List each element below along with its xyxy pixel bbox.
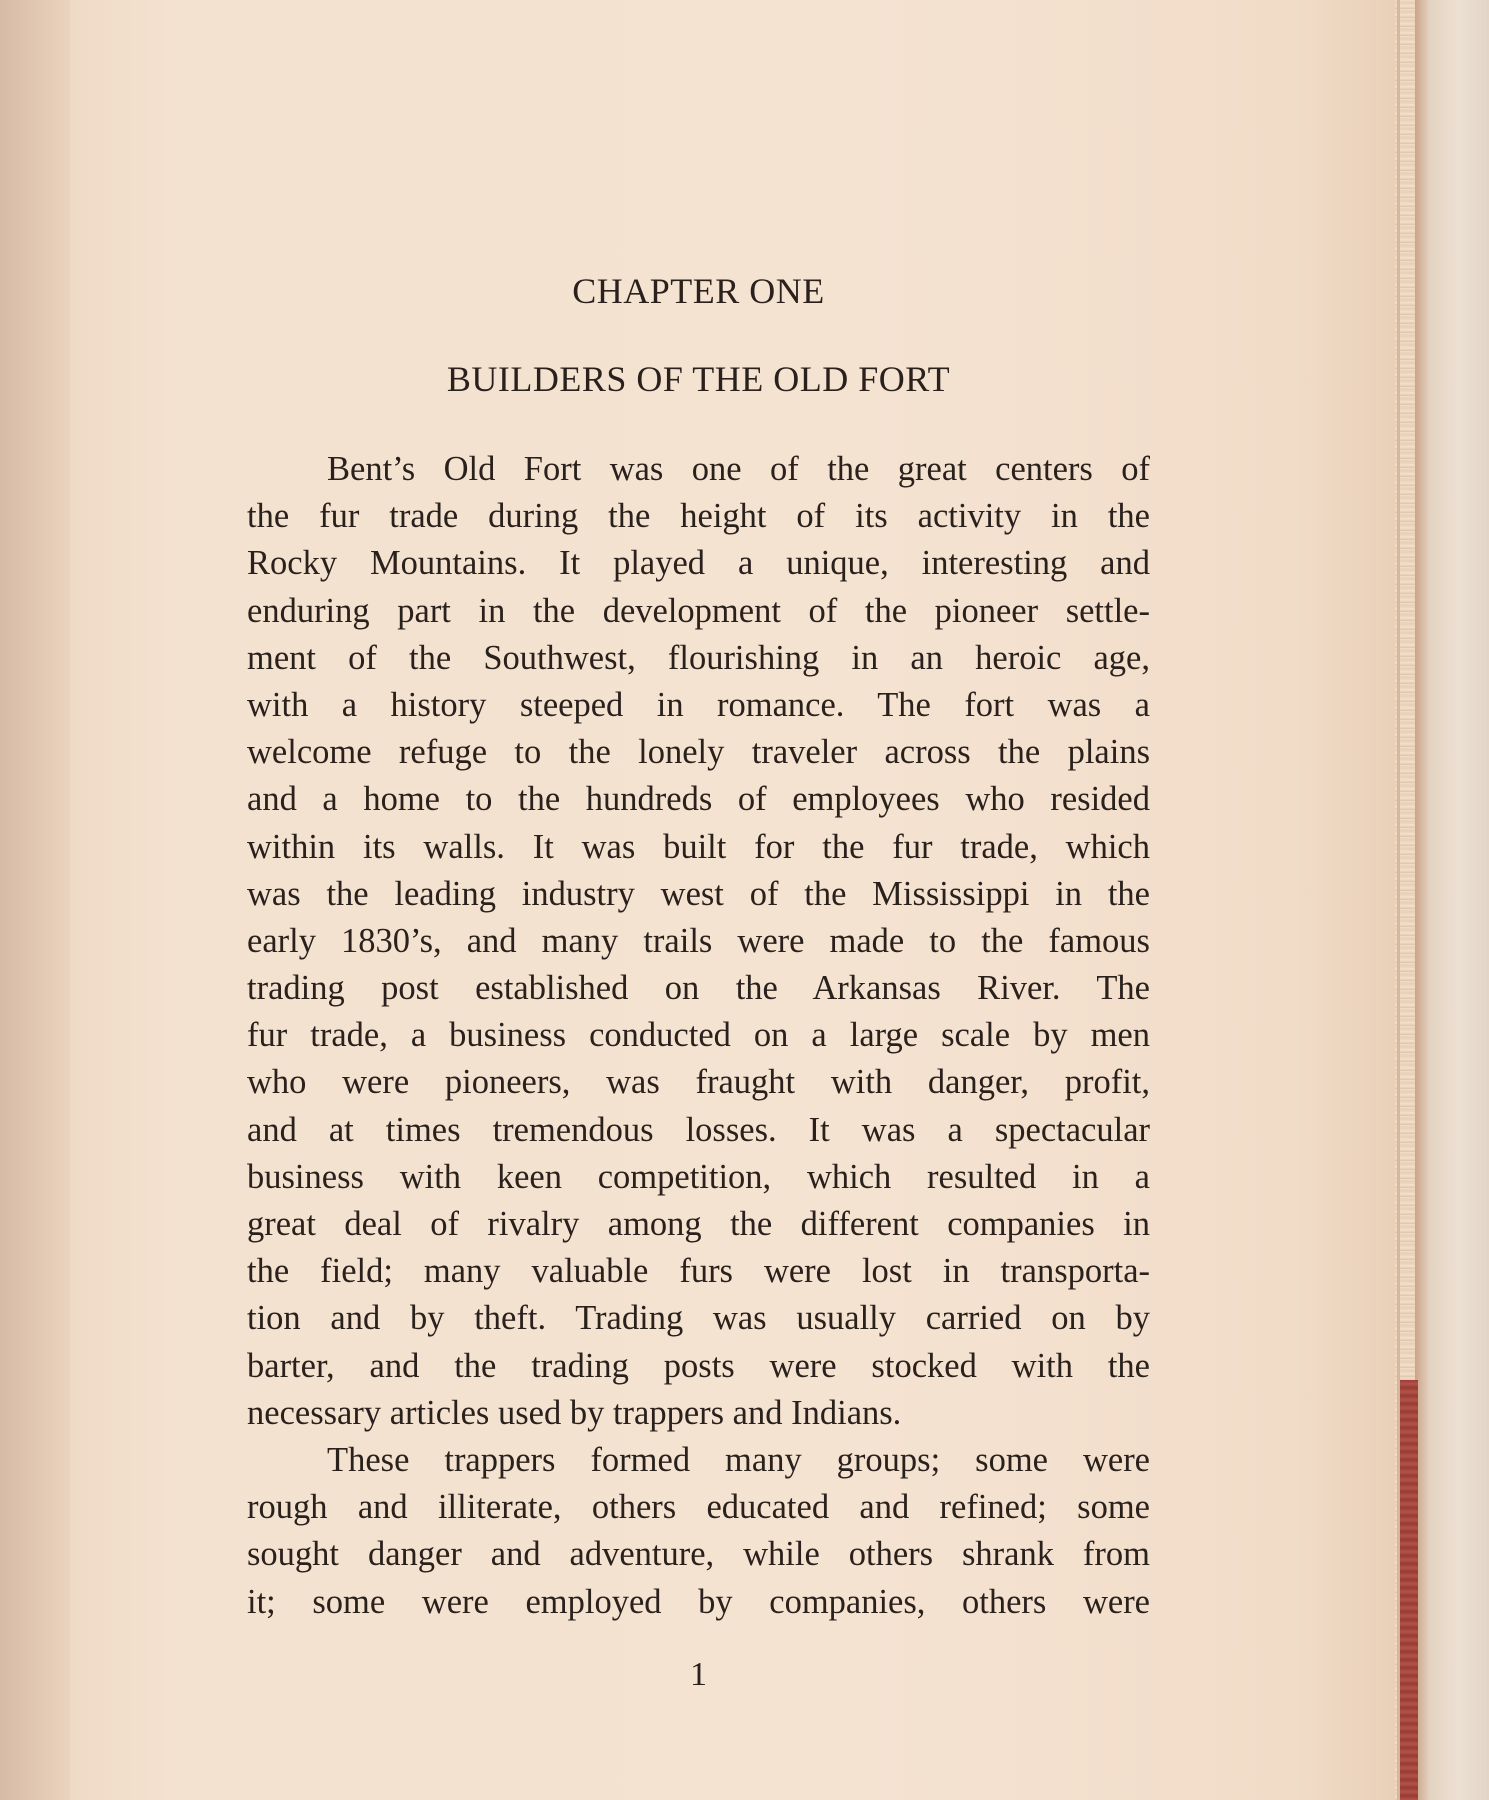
text-line: and a home to the hundreds of employees who resided [247, 780, 1150, 819]
text-line: fur trade, a business conducted on a large scale by men [247, 1016, 1150, 1055]
cover-cloth [1400, 1380, 1418, 1800]
text-line: who were pioneers, was fraught with danger, profit, [247, 1063, 1150, 1102]
text-line: it; some were employed by companies, others were [247, 1582, 1150, 1621]
text-line: within its walls. It was built for the fur trade, which [247, 827, 1150, 866]
text-line: rough and illiterate, others educated and refined; some [247, 1488, 1150, 1527]
text-line: enduring part in the development of the pioneer settle- [247, 591, 1150, 630]
text-line: the field; many valuable furs were lost in transporta- [247, 1252, 1150, 1291]
text-line: barter, and the trading posts were stocked with the [247, 1346, 1150, 1385]
text-line: early 1830’s, and many trails were made to the famous [247, 921, 1150, 960]
text-line: great deal of rivalry among the different companies in [247, 1205, 1150, 1243]
text-line: trading post established on the Arkansas River. The [247, 969, 1150, 1008]
text-line: tion and by theft. Trading was usually carried on by [247, 1299, 1150, 1338]
text-line: and at times tremendous losses. It was a spectacular [247, 1110, 1150, 1149]
text-line: the fur trade during the height of its activity in the [247, 497, 1150, 536]
chapter-title: BUILDERS OF THE OLD FORT [446, 359, 951, 399]
text-line: Bent’s Old Fort was one of the great centers of [327, 450, 1150, 488]
text-line: Rocky Mountains. It played a unique, interesting and [247, 544, 1150, 583]
page-number: 1 [690, 1656, 707, 1693]
text-line: with a history steeped in romance. The fort was a [247, 685, 1150, 724]
text-line: sought danger and adventure, while others shrank from [247, 1535, 1150, 1574]
text-line: welcome refuge to the lonely traveler across the plains [247, 733, 1150, 772]
chapter-label: CHAPTER ONE [572, 271, 825, 311]
text-line: These trappers formed many groups; some were [327, 1440, 1150, 1479]
text-line: business with keen competition, which resulted in a [247, 1157, 1150, 1196]
book-cover [1415, 0, 1489, 1800]
text-line: was the leading industry west of the Mississippi in the [247, 874, 1150, 913]
body-text [247, 446, 1150, 1626]
text-line: ment of the Southwest, flourishing in an heroic age, [247, 638, 1150, 677]
text-line: necessary articles used by trappers and Indians. [247, 1393, 902, 1432]
